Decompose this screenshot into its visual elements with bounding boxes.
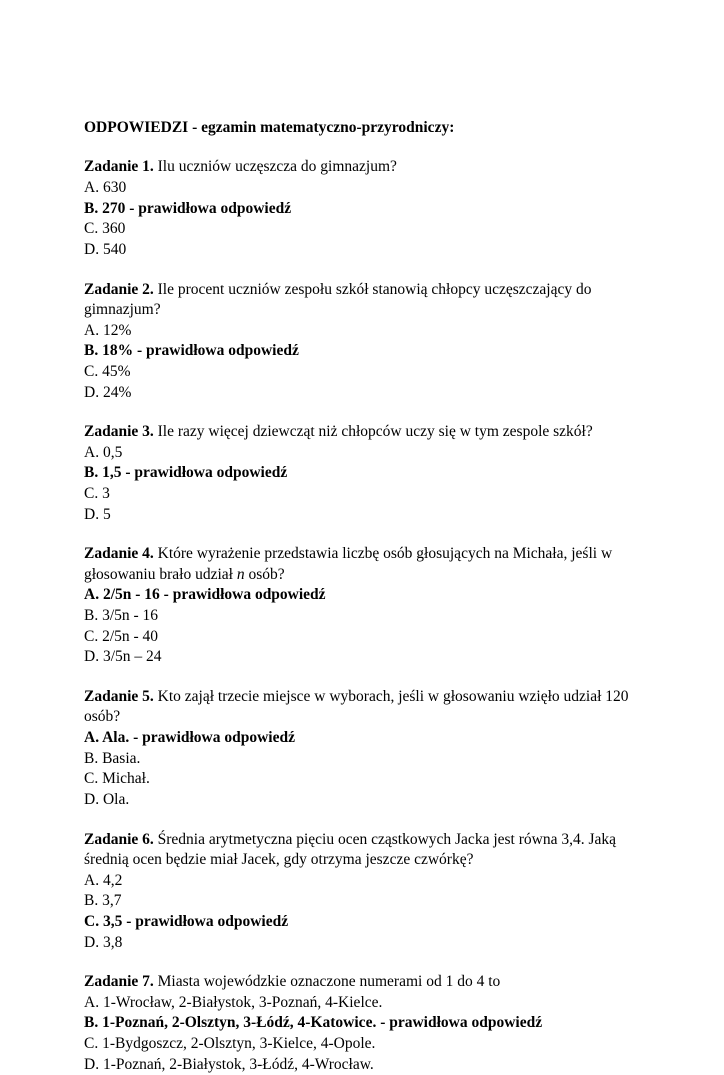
answer-option: B. 1,5 - prawidłowa odpowiedź [84,464,288,482]
answer-option: D. Ola. [84,790,130,808]
task-block-5 [84,687,652,811]
task-question: Kto zajął trzecie miejsce w wyborach, jeśli w głosowaniu wzięło udział 120 osób? [84,687,629,726]
task-block-6 [84,830,652,954]
answer-option: B. 270 - prawidłowa odpowiedź [84,199,292,217]
answer-option: C. 2/5n - 40 [84,627,159,645]
answer-option: C. 360 [84,220,126,238]
answer-option: B. Basia. [84,749,141,767]
task-label: Zadanie 4. [84,545,154,563]
answer-option: C. 45% [84,362,131,380]
task-question: Ilu uczniów uczęszcza do gimnazjum? [157,158,397,176]
task-label: Zadanie 1. [84,158,154,176]
answer-option: D. 3/5n – 24 [84,648,162,666]
answer-option: D. 1-Poznań, 2-Białystok, 3-Łódź, 4-Wrocław. [84,1055,374,1073]
answer-option: C. 1-Bydgoszcz, 2-Olsztyn, 3-Kielce, 4-Opole. [84,1035,376,1052]
answer-option: D. 5 [84,505,111,523]
task-label: Zadanie 3. [84,423,154,441]
answer-option: A. 1-Wrocław, 2-Białystok, 3-Poznań, 4-Kielce. [84,993,383,1011]
answer-option: B. 3/5n - 16 [84,607,159,625]
answer-option: C. 3 [84,484,110,502]
task-question: Które wyrażenie przedstawia liczbę osób głosujących na Michała, jeśli w głosowaniu brało udział n osób? [84,545,613,583]
answer-option: A. Ala. - prawidłowa odpowiedź [84,729,295,747]
answer-option: A. 12% [84,321,132,339]
question-line [84,422,652,443]
page-title: ODPOWIEDZI - egzamin matematyczno-przyrodniczy: [84,119,455,136]
answer-option: C. 3,5 - prawidłowa odpowiedź [84,912,289,930]
question-line [84,544,652,585]
question-line [84,157,652,178]
task-question: Ile procent uczniów zespołu szkół stanowią chłopcy uczęszczający do gimnazjum? [84,280,592,319]
answer-option: A. 2/5n - 16 - prawidłowa odpowiedź [84,586,326,604]
answer-option: B. 18% - prawidłowa odpowiedź [84,342,299,360]
answer-option: A. 630 [84,179,127,197]
answer-option: C. Michał. [84,770,150,788]
question-line [84,830,652,871]
task-block-1 [84,157,652,260]
answer-option: B. 1-Poznań, 2-Olsztyn, 3-Łódź, 4-Katowice. - prawidłowa odpowiedź [84,1014,543,1032]
question-line [84,972,652,993]
question-line [84,687,652,728]
answer-option: D. 3,8 [84,933,123,951]
question-line [84,280,652,321]
task-block-3 [84,422,652,525]
task-block-2 [84,280,652,404]
task-label: Zadanie 6. [84,830,154,848]
task-block-4 [84,544,652,668]
task-question: Miasta wojewódzkie oznaczone numerami od 1 do 4 to [157,973,501,991]
task-question: Ile razy więcej dziewcząt niż chłopców uczy się w tym zespole szkół? [157,423,593,441]
answer-option: D. 540 [84,240,127,258]
task-label: Zadanie 7. [84,973,154,991]
answer-option: B. 3,7 [84,892,122,910]
task-question: Średnia arytmetyczna pięciu ocen cząstkowych Jacka jest równa 3,4. Jaką średnią ocen będzie miał Jacek, gdy otrzyma jeszcze czwórkę? [84,830,616,869]
answer-option: D. 24% [84,383,132,401]
task-label: Zadanie 5. [84,687,154,705]
answer-option: A. 0,5 [84,443,123,461]
task-label: Zadanie 2. [84,280,154,298]
answer-option: A. 4,2 [84,871,123,889]
